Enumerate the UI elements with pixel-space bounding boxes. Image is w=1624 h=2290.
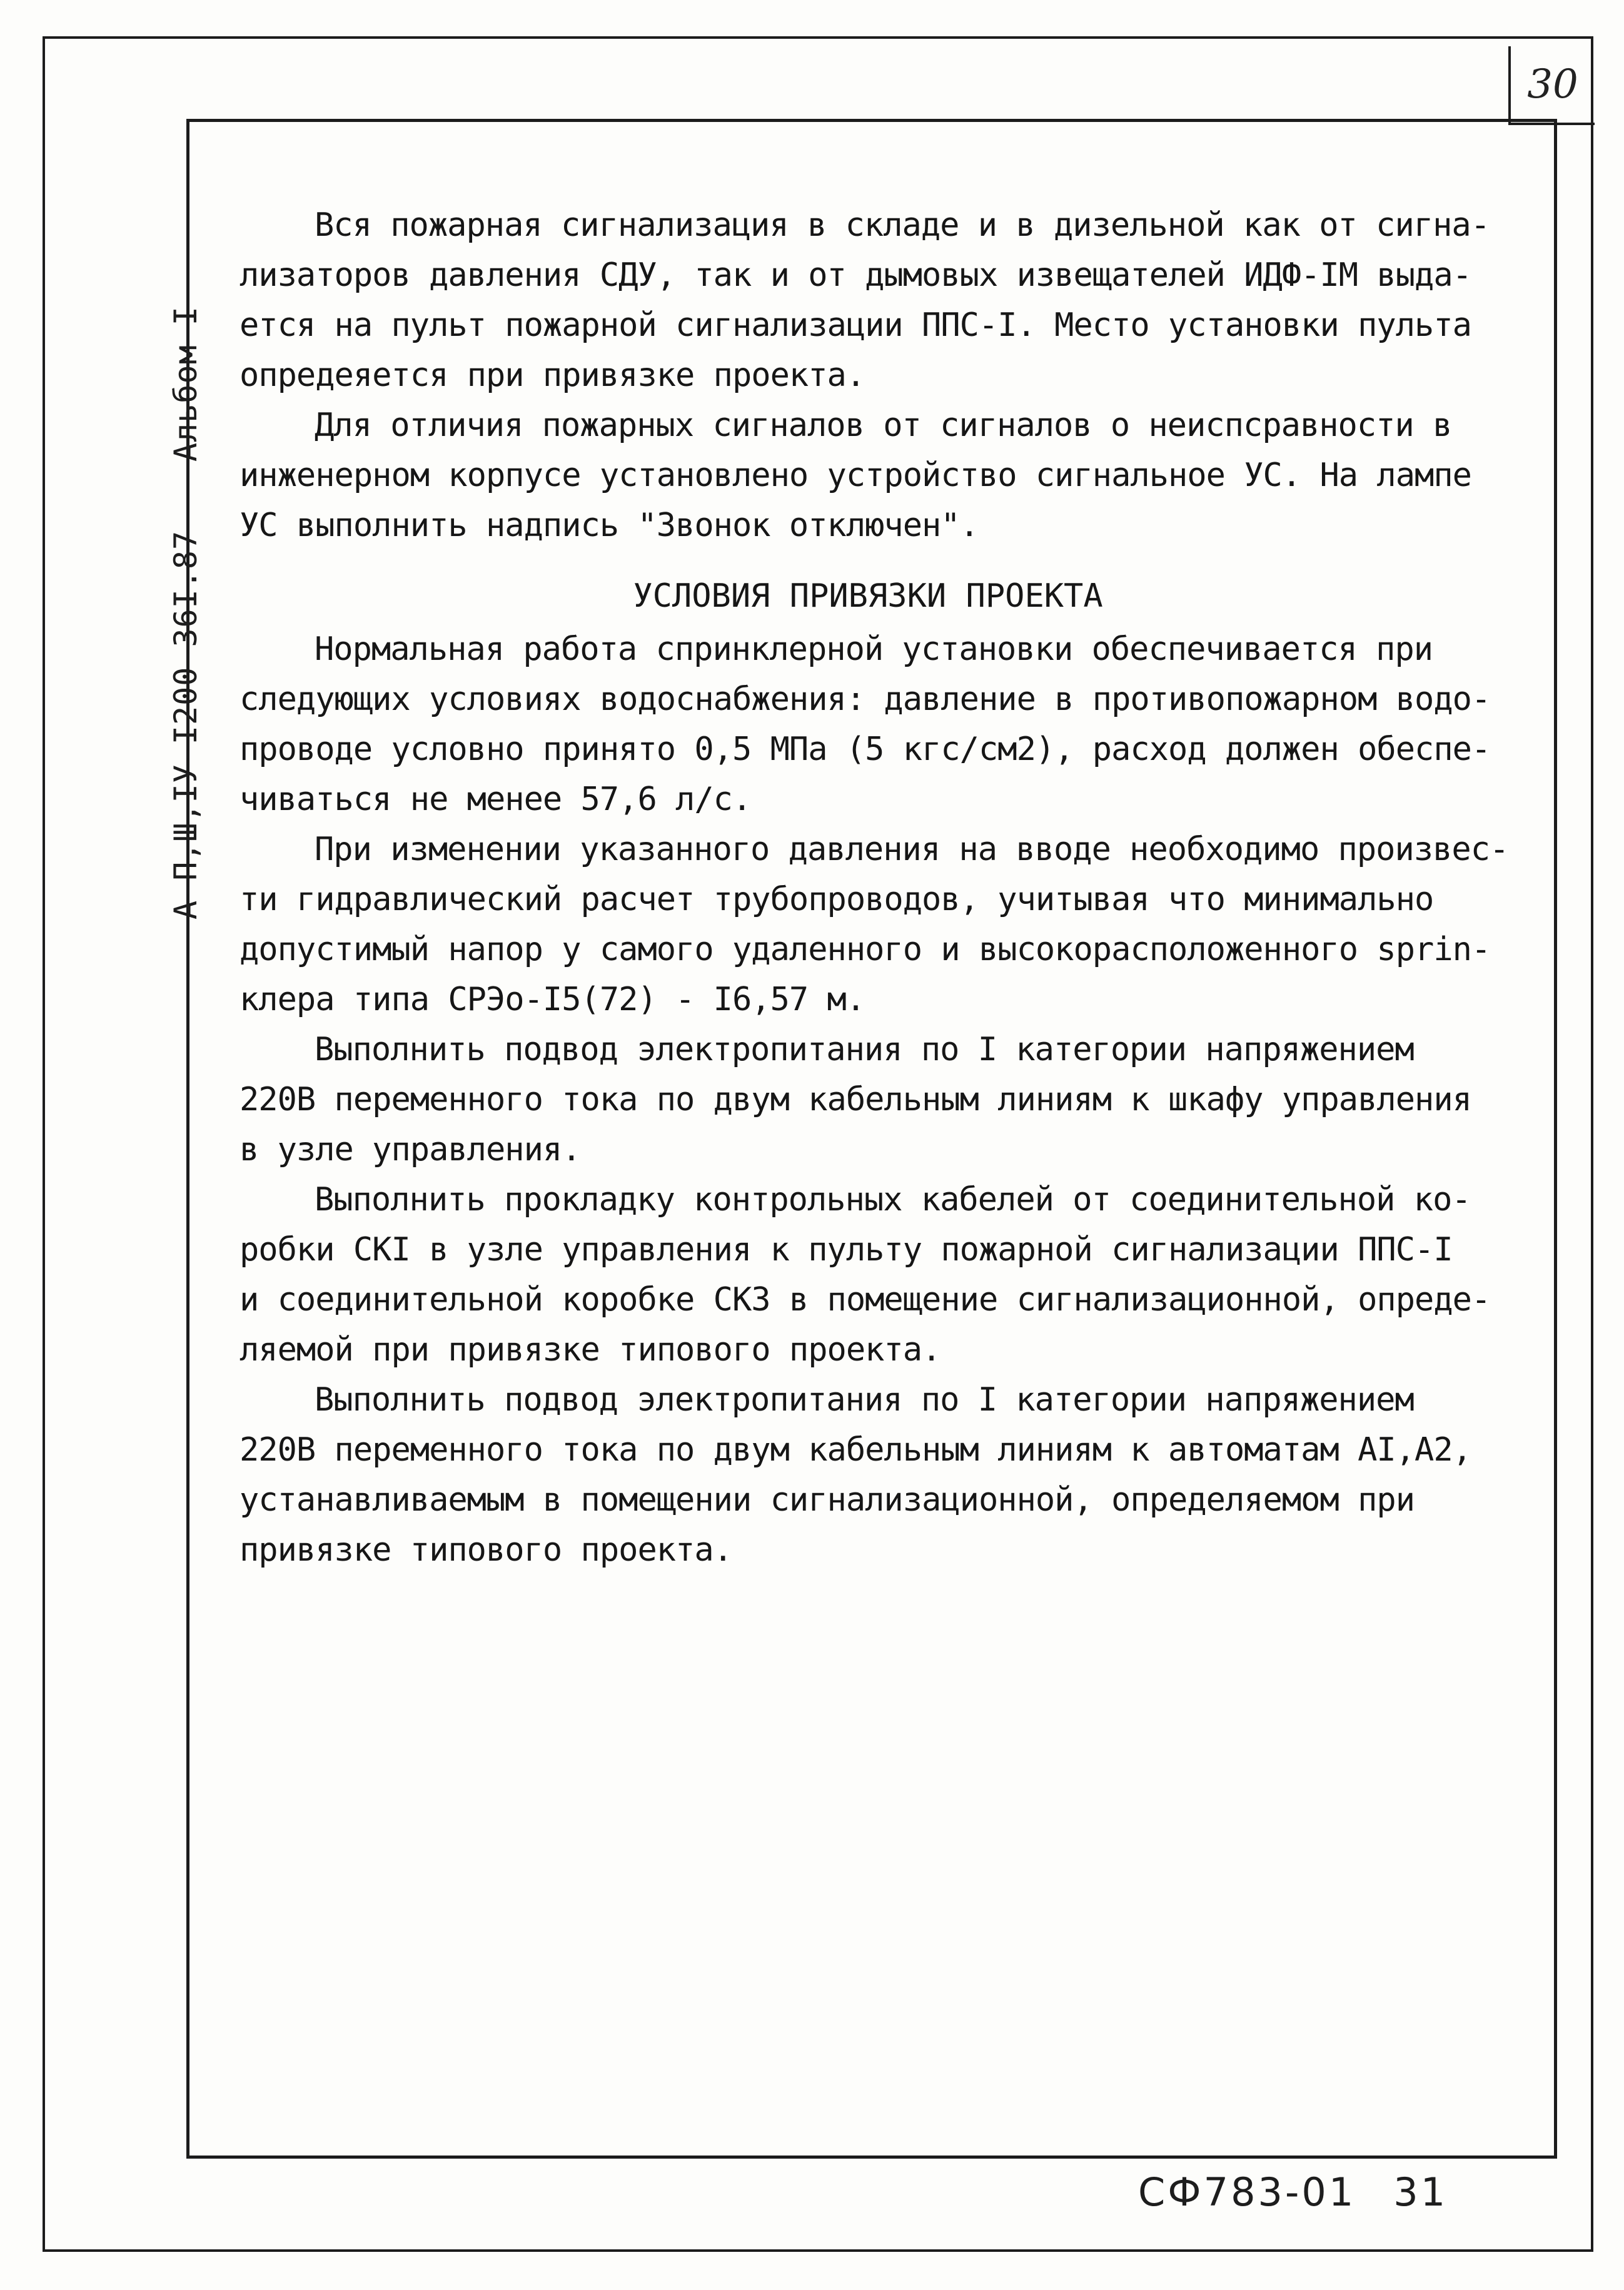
- text-line: ляемой при привязке типового проекта.: [240, 1331, 941, 1369]
- text-line: следующих условиях водоснабжения: давление в противопожарном водо-: [240, 681, 1491, 718]
- paragraph: [240, 1375, 1496, 1575]
- paragraph: [240, 624, 1496, 824]
- text-line: и соединительной коробке СКЗ в помещение сигнализационной, опреде-: [240, 1281, 1491, 1319]
- document-body: [240, 200, 1509, 1575]
- text-line: проводе условно принято 0,5 МПа (5 кгс/см2), расход должен обеспе-: [240, 731, 1491, 768]
- sheet-number: 31: [1393, 2169, 1448, 2215]
- side-label: [168, 306, 204, 920]
- page-number: 30: [1527, 61, 1578, 108]
- text-line: клера типа СРЭо-I5(72) - I6,57 м.: [240, 981, 865, 1018]
- album-label: Альбом I: [168, 306, 204, 462]
- text-line: инженерном корпусе установлено устройство сигнальное УС. На лампе: [240, 457, 1471, 494]
- text-line: допустимый напор у самого удаленного и высокорасположенного sprin-: [240, 931, 1491, 968]
- text-line: робки СКI в узле управления к пульту пожарной сигнализации ППС-I: [240, 1231, 1453, 1269]
- text-line: 220В переменного тока по двум кабельным линиям к шкафу управления: [240, 1081, 1471, 1118]
- text-line: Нормальная работа спринклерной установки обеспечивается при: [315, 631, 1433, 668]
- text-line: устанавливаемым в помещении сигнализационной, определяемом при: [240, 1481, 1415, 1519]
- text-line: лизаторов давления СДУ, так и от дымовых извещателей ИДФ-IM выда-: [240, 256, 1471, 294]
- text-line: Выполнить прокладку контрольных кабелей от соединительной ко-: [315, 1181, 1471, 1218]
- paragraph: [240, 1175, 1496, 1375]
- text-line: Выполнить подвод электропитания по I категории напряжением: [315, 1381, 1414, 1419]
- text-line: ется на пульт пожарной сигнализации ППС-I. Место установки пульта: [240, 307, 1471, 344]
- text-line: При изменении указанного давления на вводе необходимо произвес-: [315, 831, 1509, 868]
- page-number-box: [1508, 46, 1595, 125]
- text-line: привязке типового проекта.: [240, 1531, 732, 1569]
- text-line: Для отличия пожарных сигналов от сигналов о неиспсравности в: [315, 407, 1452, 444]
- text-line: Выполнить подвод электропитания по I категории напряжением: [315, 1031, 1414, 1068]
- text-line: чиваться не менее 57,6 л/с.: [240, 781, 752, 818]
- paragraph: [240, 824, 1509, 1025]
- project-code: А-П,Ш,IУ-I200-36I.87: [168, 530, 204, 920]
- section-heading: УСЛОВИЯ ПРИВЯЗКИ ПРОЕКТА: [633, 577, 1103, 615]
- paragraph: [240, 200, 1496, 400]
- paragraph: [240, 400, 1496, 550]
- text-line: 220В переменного тока по двум кабельным линиям к автоматам AI,A2,: [240, 1431, 1471, 1469]
- text-line: опредеяется при привязке проекта.: [240, 357, 865, 394]
- text-line: ти гидравлический расчет трубопроводов, учитывая что минимально: [240, 881, 1434, 918]
- text-line: в узле управления.: [240, 1131, 581, 1168]
- text-line: УС выполнить надпись "Звонок отключен".: [240, 507, 979, 544]
- footer-code: [1138, 2169, 1448, 2215]
- paragraph: [240, 1025, 1496, 1175]
- document-code: СФ783-01: [1138, 2169, 1356, 2215]
- text-line: Вся пожарная сигнализация в складе и в дизельной как от сигна-: [315, 206, 1490, 244]
